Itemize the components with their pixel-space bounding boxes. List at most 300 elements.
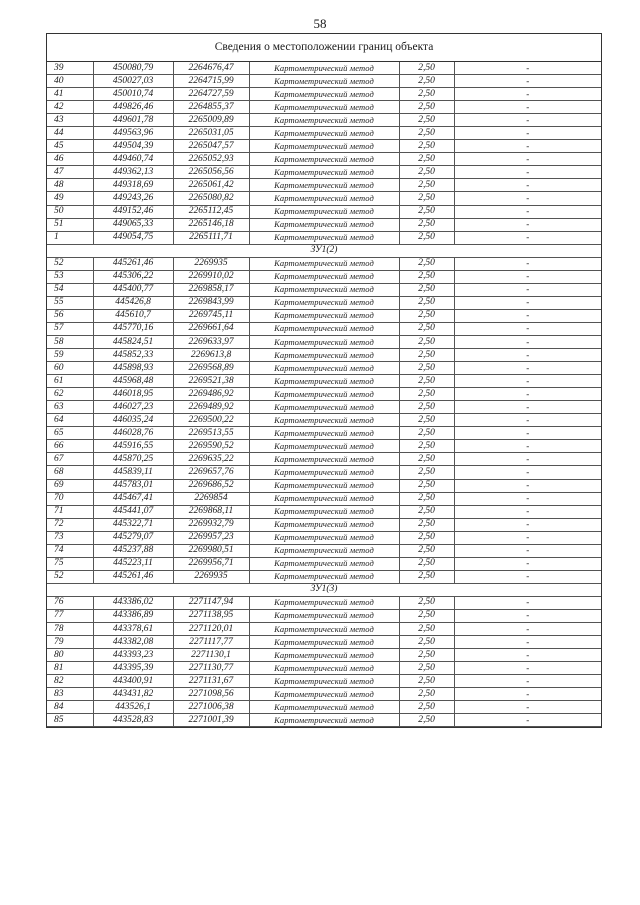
- coord-x-cell: 445770,16: [93, 322, 173, 335]
- description-cell: -: [454, 153, 601, 166]
- table-row: [47, 401, 601, 414]
- method-cell: Картометрический метод: [249, 531, 399, 544]
- accuracy-cell: 2,50: [399, 427, 454, 440]
- description-cell: -: [454, 492, 601, 505]
- coord-y-cell: 2269858,17: [173, 283, 249, 296]
- accuracy-cell: 2,50: [399, 675, 454, 688]
- coord-y-cell: 2265031,05: [173, 127, 249, 140]
- description-cell: -: [454, 401, 601, 414]
- point-number-cell: 49: [47, 192, 93, 205]
- coord-x-cell: 445839,11: [93, 466, 173, 479]
- accuracy-cell: 2,50: [399, 362, 454, 375]
- table-row: [47, 714, 601, 727]
- point-number-cell: 58: [47, 335, 93, 348]
- page-number: 58: [313, 16, 327, 31]
- description-cell: -: [454, 179, 601, 192]
- coord-x-cell: 443400,91: [93, 675, 173, 688]
- point-number-cell: 1: [47, 231, 93, 244]
- table-row: [47, 75, 601, 88]
- point-number-cell: 47: [47, 166, 93, 179]
- accuracy-cell: 2,50: [399, 309, 454, 322]
- coord-y-cell: 2269957,23: [173, 531, 249, 544]
- description-cell: -: [454, 166, 601, 179]
- coord-y-cell: 2264715,99: [173, 75, 249, 88]
- accuracy-cell: 2,50: [399, 414, 454, 427]
- table-row: [47, 140, 601, 153]
- table-row: [47, 505, 601, 518]
- coord-x-cell: 449601,78: [93, 114, 173, 127]
- point-number-cell: 66: [47, 440, 93, 453]
- description-cell: -: [454, 75, 601, 88]
- coord-x-cell: 445783,01: [93, 479, 173, 492]
- point-number-cell: 52: [47, 570, 93, 583]
- coord-x-cell: 445610,7: [93, 309, 173, 322]
- method-cell: Картометрический метод: [249, 62, 399, 75]
- coord-y-cell: 2269633,97: [173, 335, 249, 348]
- coord-y-cell: 2269486,92: [173, 388, 249, 401]
- table-row: [47, 492, 601, 505]
- coord-y-cell: 2265112,45: [173, 205, 249, 218]
- coord-x-cell: 445916,55: [93, 440, 173, 453]
- coord-x-cell: 449318,69: [93, 179, 173, 192]
- method-cell: Картометрический метод: [249, 114, 399, 127]
- description-cell: -: [454, 688, 601, 701]
- accuracy-cell: 2,50: [399, 701, 454, 714]
- table-row: [47, 218, 601, 231]
- description-cell: -: [454, 557, 601, 570]
- accuracy-cell: 2,50: [399, 88, 454, 101]
- accuracy-cell: 2,50: [399, 714, 454, 727]
- accuracy-cell: 2,50: [399, 649, 454, 662]
- description-cell: -: [454, 609, 601, 622]
- coord-x-cell: 443526,1: [93, 701, 173, 714]
- accuracy-cell: 2,50: [399, 101, 454, 114]
- description-cell: -: [454, 596, 601, 609]
- coord-y-cell: 2271138,95: [173, 609, 249, 622]
- method-cell: Картометрический метод: [249, 192, 399, 205]
- coord-x-cell: 449243,26: [93, 192, 173, 205]
- point-number-cell: 42: [47, 101, 93, 114]
- coord-x-cell: 445824,51: [93, 335, 173, 348]
- description-cell: -: [454, 205, 601, 218]
- description-cell: -: [454, 505, 601, 518]
- accuracy-cell: 2,50: [399, 518, 454, 531]
- table-row: [47, 609, 601, 622]
- coord-x-cell: 445279,07: [93, 531, 173, 544]
- table-row: [47, 335, 601, 348]
- method-cell: Картометрический метод: [249, 335, 399, 348]
- method-cell: Картометрический метод: [249, 570, 399, 583]
- method-cell: Картометрический метод: [249, 649, 399, 662]
- coord-x-cell: 445261,46: [93, 257, 173, 270]
- coord-y-cell: 2269686,52: [173, 479, 249, 492]
- coord-x-cell: 445898,93: [93, 362, 173, 375]
- description-cell: -: [454, 375, 601, 388]
- accuracy-cell: 2,50: [399, 440, 454, 453]
- table-row: [47, 270, 601, 283]
- point-number-cell: 78: [47, 623, 93, 636]
- method-cell: Картометрический метод: [249, 75, 399, 88]
- table-row: [47, 596, 601, 609]
- method-cell: Картометрический метод: [249, 609, 399, 622]
- coord-y-cell: 2271131,67: [173, 675, 249, 688]
- point-number-cell: 53: [47, 270, 93, 283]
- accuracy-cell: 2,50: [399, 609, 454, 622]
- point-number-cell: 65: [47, 427, 93, 440]
- section-label: ЗУ1(2): [47, 244, 601, 257]
- point-number-cell: 84: [47, 701, 93, 714]
- table-row: [47, 701, 601, 714]
- description-cell: -: [454, 427, 601, 440]
- description-cell: -: [454, 231, 601, 244]
- point-number-cell: 46: [47, 153, 93, 166]
- point-number-cell: 72: [47, 518, 93, 531]
- method-cell: Картометрический метод: [249, 675, 399, 688]
- point-number-cell: 68: [47, 466, 93, 479]
- coord-x-cell: 443386,02: [93, 596, 173, 609]
- table-row: [47, 453, 601, 466]
- method-cell: Картометрический метод: [249, 505, 399, 518]
- coord-y-cell: 2269513,55: [173, 427, 249, 440]
- point-number-cell: 73: [47, 531, 93, 544]
- point-number-cell: 77: [47, 609, 93, 622]
- point-number-cell: 45: [47, 140, 93, 153]
- coord-x-cell: 445400,77: [93, 283, 173, 296]
- point-number-cell: 43: [47, 114, 93, 127]
- coord-y-cell: 2269868,11: [173, 505, 249, 518]
- description-cell: -: [454, 127, 601, 140]
- description-cell: -: [454, 114, 601, 127]
- coord-y-cell: 2271130,77: [173, 662, 249, 675]
- coord-x-cell: 449504,39: [93, 140, 173, 153]
- table-row: [47, 375, 601, 388]
- coord-x-cell: 445306,22: [93, 270, 173, 283]
- accuracy-cell: 2,50: [399, 205, 454, 218]
- method-cell: Картометрический метод: [249, 309, 399, 322]
- coord-y-cell: 2271117,77: [173, 636, 249, 649]
- method-cell: Картометрический метод: [249, 296, 399, 309]
- table-title: Сведения о местоположении границ объекта: [47, 34, 601, 62]
- accuracy-cell: 2,50: [399, 636, 454, 649]
- point-number-cell: 39: [47, 62, 93, 75]
- description-cell: -: [454, 309, 601, 322]
- coord-y-cell: 2265146,18: [173, 218, 249, 231]
- point-number-cell: 40: [47, 75, 93, 88]
- coord-y-cell: 2269935: [173, 570, 249, 583]
- method-cell: Картометрический метод: [249, 375, 399, 388]
- coord-y-cell: 2269590,52: [173, 440, 249, 453]
- accuracy-cell: 2,50: [399, 270, 454, 283]
- coord-x-cell: 443386,89: [93, 609, 173, 622]
- method-cell: Картометрический метод: [249, 166, 399, 179]
- point-number-cell: 74: [47, 544, 93, 557]
- coord-x-cell: 449065,33: [93, 218, 173, 231]
- accuracy-cell: 2,50: [399, 557, 454, 570]
- coord-x-cell: 443431,82: [93, 688, 173, 701]
- description-cell: -: [454, 531, 601, 544]
- point-number-cell: 60: [47, 362, 93, 375]
- point-number-cell: 71: [47, 505, 93, 518]
- table-row: [47, 440, 601, 453]
- point-number-cell: 56: [47, 309, 93, 322]
- coord-y-cell: 2264676,47: [173, 62, 249, 75]
- coord-y-cell: 2264855,37: [173, 101, 249, 114]
- table-row: [47, 231, 601, 244]
- method-cell: Картометрический метод: [249, 401, 399, 414]
- table-row: [47, 166, 601, 179]
- point-number-cell: 61: [47, 375, 93, 388]
- point-number-cell: 85: [47, 714, 93, 727]
- table-row: [47, 192, 601, 205]
- method-cell: Картометрический метод: [249, 127, 399, 140]
- coord-x-cell: 449362,13: [93, 166, 173, 179]
- table-row: [47, 570, 601, 583]
- coord-y-cell: 2269935: [173, 257, 249, 270]
- coord-x-cell: 445322,71: [93, 518, 173, 531]
- table-row: [47, 427, 601, 440]
- coord-y-cell: 2269568,89: [173, 362, 249, 375]
- coord-y-cell: 2269661,64: [173, 322, 249, 335]
- coord-x-cell: 450010,74: [93, 88, 173, 101]
- section-row: [47, 244, 601, 257]
- point-number-cell: 80: [47, 649, 93, 662]
- description-cell: -: [454, 518, 601, 531]
- coord-y-cell: 2271006,38: [173, 701, 249, 714]
- table-row: [47, 557, 601, 570]
- method-cell: Картометрический метод: [249, 322, 399, 335]
- accuracy-cell: 2,50: [399, 75, 454, 88]
- table-row: [47, 636, 601, 649]
- table-row: [47, 649, 601, 662]
- description-cell: -: [454, 675, 601, 688]
- accuracy-cell: 2,50: [399, 218, 454, 231]
- method-cell: Картометрический метод: [249, 466, 399, 479]
- table-row: [47, 349, 601, 362]
- coord-y-cell: 2265111,71: [173, 231, 249, 244]
- accuracy-cell: 2,50: [399, 127, 454, 140]
- coord-x-cell: 446035,24: [93, 414, 173, 427]
- method-cell: Картометрический метод: [249, 518, 399, 531]
- coord-y-cell: 2265047,57: [173, 140, 249, 153]
- coord-y-cell: 2265052,93: [173, 153, 249, 166]
- point-number-cell: 70: [47, 492, 93, 505]
- coord-x-cell: 450027,03: [93, 75, 173, 88]
- method-cell: Картометрический метод: [249, 636, 399, 649]
- accuracy-cell: 2,50: [399, 466, 454, 479]
- point-number-cell: 75: [47, 557, 93, 570]
- description-cell: -: [454, 192, 601, 205]
- coordinates-table: [47, 62, 601, 727]
- table-row: [47, 257, 601, 270]
- point-number-cell: 50: [47, 205, 93, 218]
- method-cell: Картометрический метод: [249, 479, 399, 492]
- table-row: [47, 309, 601, 322]
- method-cell: Картометрический метод: [249, 427, 399, 440]
- method-cell: Картометрический метод: [249, 153, 399, 166]
- coord-y-cell: 2269521,38: [173, 375, 249, 388]
- method-cell: Картометрический метод: [249, 101, 399, 114]
- point-number-cell: 52: [47, 257, 93, 270]
- accuracy-cell: 2,50: [399, 335, 454, 348]
- point-number-cell: 62: [47, 388, 93, 401]
- point-number-cell: 63: [47, 401, 93, 414]
- description-cell: -: [454, 662, 601, 675]
- coord-x-cell: 445261,46: [93, 570, 173, 583]
- method-cell: Картометрический метод: [249, 257, 399, 270]
- description-cell: -: [454, 296, 601, 309]
- table-row: [47, 179, 601, 192]
- coord-y-cell: 2269854: [173, 492, 249, 505]
- method-cell: Картометрический метод: [249, 714, 399, 727]
- accuracy-cell: 2,50: [399, 662, 454, 675]
- description-cell: -: [454, 322, 601, 335]
- coord-x-cell: 446028,76: [93, 427, 173, 440]
- description-cell: -: [454, 479, 601, 492]
- method-cell: Картометрический метод: [249, 218, 399, 231]
- table-row: [47, 283, 601, 296]
- coord-y-cell: 2269489,92: [173, 401, 249, 414]
- point-number-cell: 55: [47, 296, 93, 309]
- point-number-cell: 57: [47, 322, 93, 335]
- coord-x-cell: 446027,23: [93, 401, 173, 414]
- method-cell: Картометрический метод: [249, 596, 399, 609]
- coord-y-cell: 2265061,42: [173, 179, 249, 192]
- description-cell: -: [454, 270, 601, 283]
- coord-x-cell: 445426,8: [93, 296, 173, 309]
- point-number-cell: 83: [47, 688, 93, 701]
- accuracy-cell: 2,50: [399, 166, 454, 179]
- description-cell: -: [454, 453, 601, 466]
- table-row: [47, 101, 601, 114]
- accuracy-cell: 2,50: [399, 192, 454, 205]
- accuracy-cell: 2,50: [399, 623, 454, 636]
- coord-y-cell: 2269657,76: [173, 466, 249, 479]
- coord-x-cell: 445441,07: [93, 505, 173, 518]
- coord-y-cell: 2265009,89: [173, 114, 249, 127]
- accuracy-cell: 2,50: [399, 388, 454, 401]
- point-number-cell: 82: [47, 675, 93, 688]
- point-number-cell: 64: [47, 414, 93, 427]
- method-cell: Картометрический метод: [249, 179, 399, 192]
- method-cell: Картометрический метод: [249, 88, 399, 101]
- description-cell: -: [454, 283, 601, 296]
- table-row: [47, 153, 601, 166]
- description-cell: -: [454, 466, 601, 479]
- description-cell: -: [454, 388, 601, 401]
- accuracy-cell: 2,50: [399, 479, 454, 492]
- accuracy-cell: 2,50: [399, 62, 454, 75]
- accuracy-cell: 2,50: [399, 114, 454, 127]
- table-row: [47, 675, 601, 688]
- table-row: [47, 479, 601, 492]
- coord-y-cell: 2271147,94: [173, 596, 249, 609]
- table-row: [47, 466, 601, 479]
- accuracy-cell: 2,50: [399, 179, 454, 192]
- description-cell: -: [454, 544, 601, 557]
- accuracy-cell: 2,50: [399, 505, 454, 518]
- table-row: [47, 362, 601, 375]
- method-cell: Картометрический метод: [249, 362, 399, 375]
- accuracy-cell: 2,50: [399, 453, 454, 466]
- description-cell: -: [454, 257, 601, 270]
- accuracy-cell: 2,50: [399, 283, 454, 296]
- coord-y-cell: 2271120,01: [173, 623, 249, 636]
- description-cell: -: [454, 62, 601, 75]
- coord-x-cell: 450080,79: [93, 62, 173, 75]
- description-cell: -: [454, 440, 601, 453]
- description-cell: -: [454, 623, 601, 636]
- description-cell: -: [454, 362, 601, 375]
- method-cell: Картометрический метод: [249, 701, 399, 714]
- coord-x-cell: 449152,46: [93, 205, 173, 218]
- coord-y-cell: 2269745,11: [173, 309, 249, 322]
- method-cell: Картометрический метод: [249, 140, 399, 153]
- description-cell: -: [454, 101, 601, 114]
- coord-y-cell: 2269932,79: [173, 518, 249, 531]
- table-row: [47, 388, 601, 401]
- point-number-cell: 41: [47, 88, 93, 101]
- coord-y-cell: 2265080,82: [173, 192, 249, 205]
- coord-y-cell: 2271130,1: [173, 649, 249, 662]
- coord-y-cell: 2265056,56: [173, 166, 249, 179]
- accuracy-cell: 2,50: [399, 492, 454, 505]
- method-cell: Картометрический метод: [249, 544, 399, 557]
- description-cell: -: [454, 414, 601, 427]
- method-cell: Картометрический метод: [249, 283, 399, 296]
- method-cell: Картометрический метод: [249, 205, 399, 218]
- coord-x-cell: 445467,41: [93, 492, 173, 505]
- method-cell: Картометрический метод: [249, 557, 399, 570]
- accuracy-cell: 2,50: [399, 322, 454, 335]
- method-cell: Картометрический метод: [249, 414, 399, 427]
- point-number-cell: 69: [47, 479, 93, 492]
- point-number-cell: 54: [47, 283, 93, 296]
- point-number-cell: 44: [47, 127, 93, 140]
- point-number-cell: 51: [47, 218, 93, 231]
- coord-x-cell: 443378,61: [93, 623, 173, 636]
- table-row: [47, 62, 601, 75]
- coord-y-cell: 2264727,59: [173, 88, 249, 101]
- description-cell: -: [454, 714, 601, 727]
- coord-x-cell: 443393,23: [93, 649, 173, 662]
- coord-x-cell: 445223,11: [93, 557, 173, 570]
- coord-x-cell: 449460,74: [93, 153, 173, 166]
- coord-y-cell: 2269635,22: [173, 453, 249, 466]
- accuracy-cell: 2,50: [399, 688, 454, 701]
- table-row: [47, 205, 601, 218]
- accuracy-cell: 2,50: [399, 296, 454, 309]
- coord-y-cell: 2269910,02: [173, 270, 249, 283]
- accuracy-cell: 2,50: [399, 140, 454, 153]
- section-row: [47, 583, 601, 596]
- method-cell: Картометрический метод: [249, 270, 399, 283]
- coord-x-cell: 443382,08: [93, 636, 173, 649]
- boundary-table-sheet: [46, 33, 602, 728]
- point-number-cell: 48: [47, 179, 93, 192]
- coord-x-cell: 449054,75: [93, 231, 173, 244]
- point-number-cell: 76: [47, 596, 93, 609]
- table-row: [47, 296, 601, 309]
- coord-x-cell: 449563,96: [93, 127, 173, 140]
- table-row: [47, 114, 601, 127]
- table-row: [47, 127, 601, 140]
- point-number-cell: 81: [47, 662, 93, 675]
- accuracy-cell: 2,50: [399, 570, 454, 583]
- coord-y-cell: 2269980,51: [173, 544, 249, 557]
- method-cell: Картометрический метод: [249, 349, 399, 362]
- description-cell: -: [454, 335, 601, 348]
- accuracy-cell: 2,50: [399, 531, 454, 544]
